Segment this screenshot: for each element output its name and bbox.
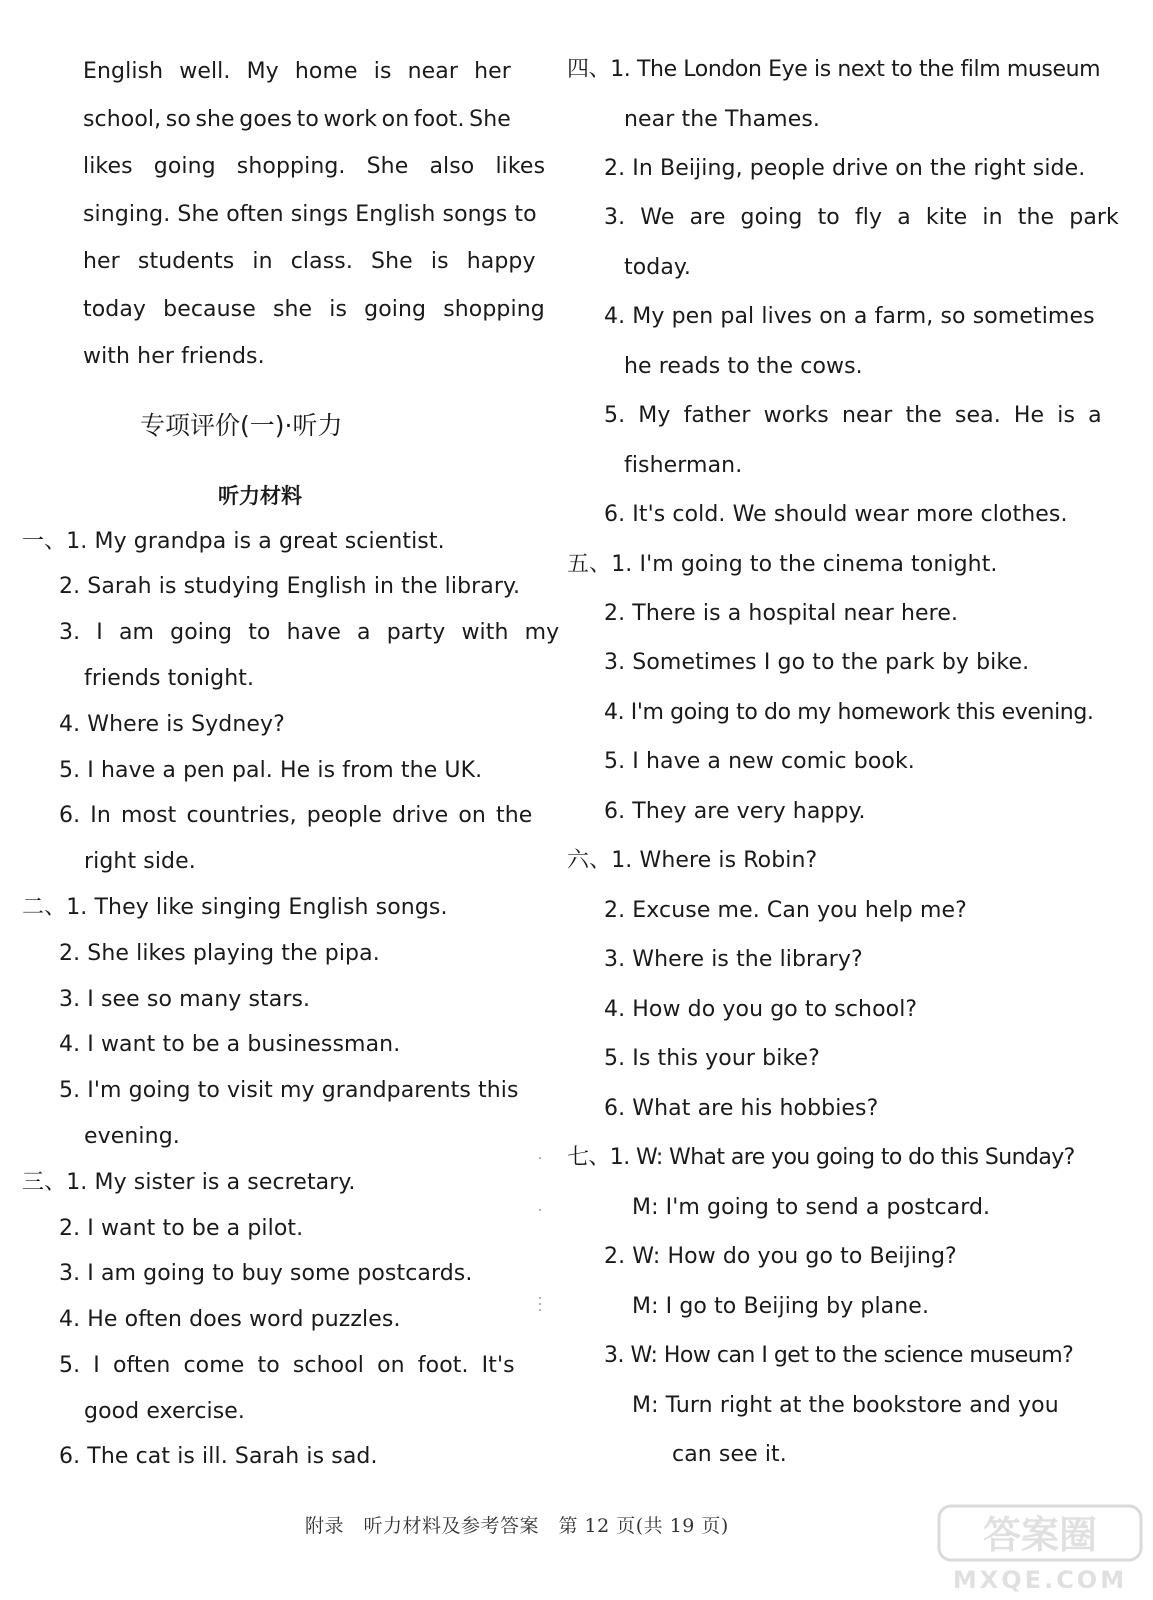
listening-line: 5. I have a pen pal. He is from the UK. [59,758,483,783]
listening-line: 五、1. I'm going to the cinema tonight. [567,552,998,577]
listening-line: 5. I often come to school on foot. It's [59,1353,515,1378]
listening-line: 六、1. Where is Robin? [567,848,818,873]
passage-line: likes going shopping. She also likes [83,154,546,179]
listening-line: M: Turn right at the bookstore and you [632,1393,1059,1418]
listening-line: M: I go to Beijing by plane. [632,1294,930,1319]
listening-line: 4. I'm going to do my homework this evening. [604,700,1094,725]
listening-line: 3. W: How can I get to the science museum? [604,1343,1074,1368]
passage-line: today because she is going shopping [83,297,545,322]
listening-line: 3. Sometimes I go to the park by bike. [604,650,1030,675]
listening-line: he reads to the cows. [624,354,863,379]
listening-line: good exercise. [84,1399,246,1424]
listening-line: 6. It's cold. We should wear more clothes. [604,502,1068,527]
listening-line: evening. [84,1124,180,1149]
listening-line: 4. How do you go to school? [604,997,918,1022]
passage-line: her students in class. She is happy [83,249,536,274]
listening-line: 2. She likes playing the pipa. [59,941,380,966]
gutter-dots [538,1150,542,1320]
listening-line: 4. I want to be a businessman. [59,1032,401,1057]
listening-line: 一、1. My grandpa is a great scientist. [22,529,445,554]
listening-line: 二、1. They like singing English songs. [22,895,448,920]
listening-line: near the Thames. [624,107,820,132]
listening-line: 2. Sarah is studying English in the library. [59,574,521,599]
watermark-icon [935,1502,1145,1594]
watermark-text: 答案圈 [982,1513,1098,1557]
listening-line: 6. The cat is ill. Sarah is sad. [59,1444,378,1469]
listening-line: today. [624,255,692,280]
listening-line: 2. Excuse me. Can you help me? [604,898,967,923]
passage-line: English well. My home is near her [83,59,511,84]
listening-line: 3. I am going to buy some postcards. [59,1261,473,1286]
listening-line: 3. I am going to have a party with my [59,620,560,645]
page-footer: 附录 听力材料及参考答案 第 12 页(共 19 页) [305,1515,729,1537]
listening-line: 3. Where is the library? [604,947,863,972]
listening-line: 3. I see so many stars. [59,987,311,1012]
listening-line: friends tonight. [84,666,255,691]
listening-line: 3. We are going to fly a kite in the park [604,205,1119,230]
listening-line: 四、1. The London Eye is next to the film museum [567,57,1101,82]
listening-line: 2. There is a hospital near here. [604,601,959,626]
listening-line: 5. My father works near the sea. He is a [604,403,1102,428]
listening-line: 5. I'm going to visit my grandparents this [59,1078,519,1103]
listening-line: 七、1. W: What are you going to do this Sunday? [567,1145,1075,1170]
listening-line: can see it. [672,1442,787,1467]
listening-line: fisherman. [624,453,743,478]
listening-line: 6. They are very happy. [604,799,866,824]
listening-line: 2. In Beijing, people drive on the right side. [604,156,1086,181]
listening-line: 6. In most countries, people drive on the [59,803,533,828]
section-title: 专项评价(一)·听力 [140,411,343,440]
listening-line: 5. Is this your bike? [604,1046,820,1071]
listening-line: 三、1. My sister is a secretary. [22,1170,356,1195]
passage-line: with her friends. [83,344,265,369]
watermark-logo [935,1502,1145,1594]
listening-line: 2. I want to be a pilot. [59,1216,304,1241]
listening-line: 4. Where is Sydney? [59,712,285,737]
listening-line: 6. What are his hobbies? [604,1096,879,1121]
passage-line: singing. She often sings English songs to [83,202,537,227]
listening-line: 4. My pen pal lives on a farm, so sometimes [604,304,1095,329]
subsection-title: 听力材料 [218,484,302,508]
listening-line: right side. [84,849,196,874]
listening-line: 2. W: How do you go to Beijing? [604,1244,957,1269]
listening-line: 5. I have a new comic book. [604,749,915,774]
passage-line: school, so she goes to work on foot. She [83,107,511,132]
listening-line: 4. He often does word puzzles. [59,1307,401,1332]
watermark-url: MXQE.COM [952,1566,1128,1594]
listening-line: M: I'm going to send a postcard. [632,1195,991,1220]
